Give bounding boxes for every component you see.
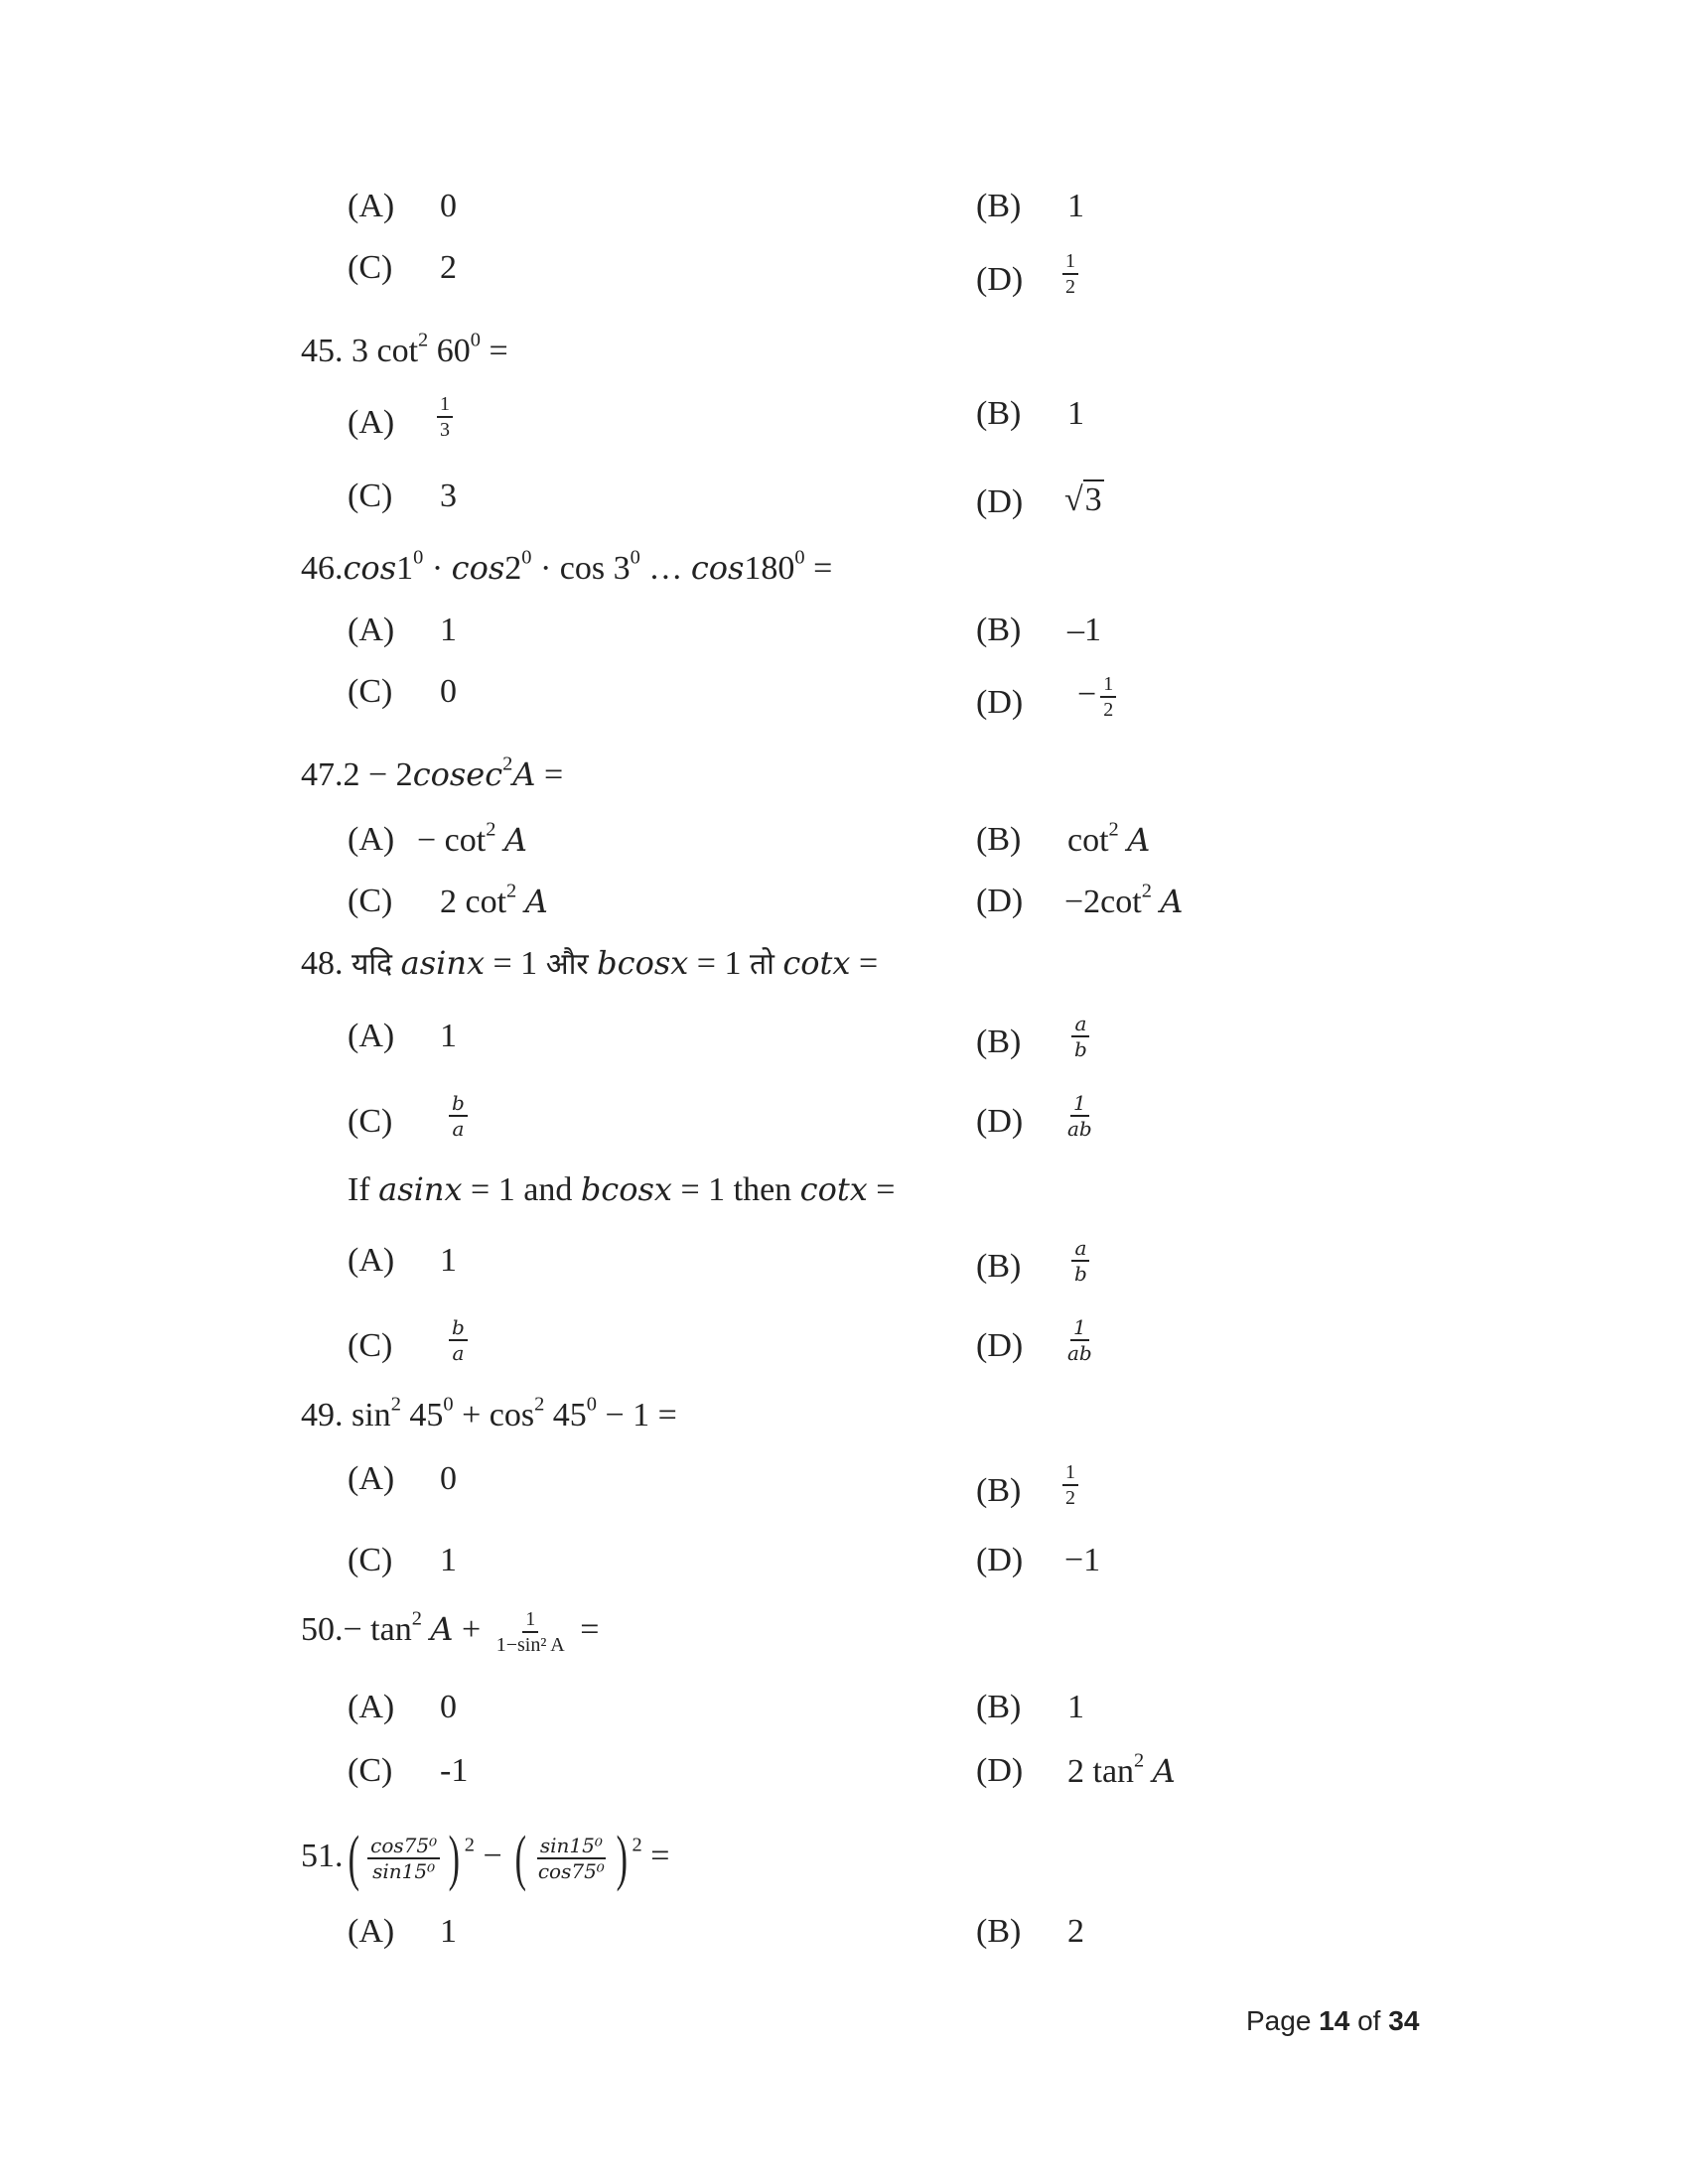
fraction-denominator: b [1074, 1262, 1087, 1286]
exponent: 2 [502, 752, 513, 775]
fraction-numerator: b [449, 1092, 468, 1117]
exponent: 2 [1141, 880, 1152, 902]
fraction-numerator: b [449, 1316, 468, 1341]
fraction-denominator: 2 [1103, 699, 1114, 721]
fraction-denominator: a [452, 1117, 465, 1141]
expr-part: cosec [412, 755, 503, 793]
expr-part: 2 cot [440, 884, 507, 920]
option-label-a: (A) [348, 404, 395, 441]
option-label-d: (D) [976, 1327, 1024, 1364]
question-47 [301, 754, 563, 795]
option-value-d [1064, 882, 1184, 922]
option-value-a: 1 [440, 1242, 457, 1279]
exponent: 2 [418, 329, 429, 351]
option-value-a [417, 820, 527, 861]
expr-part: 3 cot [352, 333, 419, 369]
exponent: 2 [534, 1393, 545, 1416]
fraction-numerator: a [1071, 1013, 1089, 1037]
plus-sign: + [453, 1610, 482, 1648]
equals-sign: = [480, 333, 508, 369]
hindi-text: तो [749, 947, 774, 982]
equals-sign: = [850, 945, 879, 982]
expr-part: bcosx [597, 944, 689, 982]
option-label-a: (A) [348, 1689, 395, 1725]
option-value-c: 3 [440, 478, 457, 514]
degree-sign: 0 [443, 1393, 454, 1416]
degree-sign: 0 [794, 546, 805, 569]
degree-sign: 0 [630, 546, 640, 569]
variable: A [512, 755, 536, 793]
radicand: 3 [1084, 481, 1102, 518]
expr-part: 2 tan [1067, 1753, 1135, 1790]
option-label-d: (D) [976, 1752, 1024, 1789]
option-label-c: (C) [348, 249, 393, 286]
exponent: 2 [1108, 818, 1119, 841]
fraction-numerator: a [1071, 1237, 1089, 1262]
fraction-numerator: 1 [1062, 250, 1078, 275]
fraction-numerator: cos75⁰ [367, 1835, 440, 1859]
option-label-a: (A) [348, 188, 395, 224]
option-label-c: (C) [348, 1542, 393, 1578]
fraction-denominator: ab [1067, 1341, 1092, 1365]
expr-part: cos [690, 549, 745, 587]
expr-part: asinx [378, 1170, 463, 1208]
option-label-d: (D) [976, 261, 1024, 298]
option-label-b: (B) [976, 1024, 1022, 1060]
expr-part: cos [451, 549, 505, 587]
option-value-a [433, 393, 457, 441]
expr-part: = 1 then [671, 1171, 800, 1208]
expr-part: sin [352, 1397, 391, 1433]
option-value-a: 1 [440, 1018, 457, 1054]
option-label-c: (C) [348, 883, 393, 919]
expr-part: cotx [782, 944, 851, 982]
option-value-b: 2 [1067, 1913, 1084, 1950]
option-label-c: (C) [348, 1752, 393, 1789]
fraction-denominator: ab [1067, 1117, 1092, 1141]
fraction-numerator: 1 [1062, 1461, 1078, 1486]
fraction-denominator: 2 [1065, 276, 1075, 298]
option-value-a: 0 [440, 1460, 457, 1497]
option-value-b: 1 [1067, 395, 1084, 432]
fraction-numerator: 1 [437, 393, 453, 418]
exponent: 2 [506, 880, 517, 902]
option-label-a: (A) [348, 1913, 395, 1950]
option-label-a: (A) [348, 1018, 395, 1054]
option-label-b: (B) [976, 188, 1022, 224]
fraction-numerator: 1 [1070, 1092, 1089, 1117]
question-number: 48. [301, 945, 344, 982]
option-value-d [1067, 1751, 1176, 1792]
expr-part: asinx [400, 944, 485, 982]
minus-sign: − [1077, 675, 1097, 713]
fraction-denominator: 2 [1065, 1487, 1075, 1509]
option-value-d [1064, 480, 1104, 520]
expr-part: 45 [544, 1397, 587, 1433]
fraction-denominator: b [1074, 1037, 1087, 1061]
right-paren: ) [616, 1825, 628, 1892]
expr-part: cos [343, 549, 397, 587]
equals-sign: = [535, 756, 564, 793]
option-value-b [1067, 1237, 1094, 1285]
equals-sign: = [641, 1837, 670, 1874]
option-label-b: (B) [976, 612, 1022, 648]
question-number: 51. [301, 1837, 344, 1874]
exponent: 2 [632, 1834, 642, 1856]
expr-part: 180 [744, 550, 795, 587]
option-value-b [1058, 1461, 1082, 1509]
expr-part: 1 [396, 550, 414, 587]
option-label-d: (D) [976, 1542, 1024, 1578]
equals-sign: = [867, 1171, 896, 1208]
hindi-text: यदि [352, 947, 393, 982]
expr-part: cot [1067, 822, 1109, 859]
expr-part: − tan [343, 1610, 412, 1648]
option-label-b: (B) [976, 395, 1022, 432]
question-number: 50. [301, 1610, 344, 1648]
option-label-c: (C) [348, 1103, 393, 1140]
option-value-b [1067, 1013, 1094, 1060]
option-label-b: (B) [976, 821, 1022, 858]
equals-sign: = [580, 1610, 600, 1648]
expr-part: = 1 and [462, 1171, 581, 1208]
expr-part: · cos 3 [531, 550, 631, 587]
question-46 [301, 548, 832, 589]
option-value-c: 0 [440, 673, 457, 710]
fraction-numerator: 1 [522, 1608, 538, 1633]
option-value-c [445, 1316, 472, 1364]
fraction-denominator: a [452, 1341, 465, 1365]
left-paren: ( [348, 1825, 359, 1892]
expr-part: = 1 [688, 945, 750, 982]
question-number: 46. [301, 550, 344, 587]
fraction-denominator: 1−sin² A [495, 1634, 565, 1656]
fraction-numerator: sin15⁰ [537, 1835, 606, 1859]
option-value-c: 2 [440, 249, 457, 286]
right-paren: ) [448, 1825, 461, 1892]
question-number: 47. [301, 756, 344, 793]
variable: A [524, 883, 548, 920]
option-value-b [1067, 820, 1150, 861]
expr-part: 2 [504, 550, 522, 587]
option-label-a: (A) [348, 1460, 395, 1497]
page-prefix: Page [1246, 2005, 1320, 2036]
exponent: 2 [1134, 1749, 1145, 1772]
option-value-c [445, 1092, 472, 1140]
total-pages: 34 [1388, 2005, 1420, 2036]
option-label-d: (D) [976, 1103, 1024, 1140]
fraction-denominator: sin15⁰ [372, 1859, 436, 1883]
option-value-c: -1 [440, 1752, 469, 1789]
expr-part: − 1 = [597, 1397, 677, 1433]
option-label-a: (A) [348, 612, 395, 648]
fraction-denominator: 3 [440, 419, 450, 441]
option-value-a: 1 [440, 612, 457, 648]
option-value-a: 1 [440, 1913, 457, 1950]
expr-part: · [423, 550, 452, 587]
equals-sign: = [804, 550, 833, 587]
option-label-c: (C) [348, 478, 393, 514]
question-number: 45. [301, 333, 344, 369]
variable: A [1127, 821, 1151, 859]
option-value-d [1058, 250, 1082, 298]
question-50 [301, 1608, 599, 1656]
option-label-c: (C) [348, 1327, 393, 1364]
option-label-b: (B) [976, 1248, 1022, 1285]
expr-part: −2cot [1064, 884, 1142, 920]
question-45 [301, 329, 508, 371]
expr-part: 45 [400, 1397, 444, 1433]
option-label-c: (C) [348, 673, 393, 710]
exponent: 2 [390, 1393, 401, 1416]
option-value-d [1060, 1316, 1099, 1364]
minus-sign: − [475, 1837, 511, 1874]
option-label-a: (A) [348, 1242, 395, 1279]
fraction-numerator: 1 [1070, 1316, 1089, 1341]
option-value-a: 0 [440, 1689, 457, 1725]
option-value-a: 0 [440, 188, 457, 224]
exponent: 2 [464, 1834, 475, 1856]
expr-part: 2 − 2 [343, 756, 413, 793]
sqrt-icon: √ [1064, 481, 1083, 518]
degree-sign: 0 [470, 329, 481, 351]
option-value-d: −1 [1064, 1542, 1101, 1578]
option-value-d [1060, 1092, 1099, 1140]
option-value-d [1077, 673, 1120, 721]
option-label-b: (B) [976, 1689, 1022, 1725]
option-label-b: (B) [976, 1913, 1022, 1950]
option-value-b: 1 [1067, 188, 1084, 224]
variable: A [1152, 1752, 1176, 1790]
degree-sign: 0 [521, 546, 532, 569]
variable: A [1160, 883, 1184, 920]
expr-part: If [348, 1171, 379, 1208]
option-value-c [440, 882, 548, 922]
degree-sign: 0 [586, 1393, 597, 1416]
variable: A [503, 821, 528, 859]
option-label-b: (B) [976, 1472, 1022, 1509]
expr-part: cotx [799, 1170, 868, 1208]
question-number: 49. [301, 1397, 344, 1433]
option-value-c: 1 [440, 1542, 457, 1578]
page-number [1246, 2005, 1419, 2037]
option-label-d: (D) [976, 883, 1024, 919]
exponent: 2 [411, 1607, 422, 1630]
question-51 [301, 1825, 670, 1892]
option-value-b: –1 [1067, 612, 1101, 648]
question-49 [301, 1393, 677, 1435]
option-label-a: (A) [348, 821, 395, 858]
expr-part: − cot [417, 822, 487, 859]
option-label-d: (D) [976, 684, 1024, 721]
left-paren: ( [514, 1825, 527, 1892]
question-48-english [348, 1169, 895, 1210]
option-value-b: 1 [1067, 1689, 1084, 1725]
question-48 [301, 943, 878, 985]
expr-part: = 1 [485, 945, 546, 982]
fraction-denominator: cos75⁰ [537, 1859, 605, 1883]
current-page: 14 [1319, 2005, 1350, 2036]
hindi-text: और [545, 947, 589, 982]
fraction-numerator: 1 [1100, 673, 1116, 698]
expr-part: 60 [428, 333, 471, 369]
expr-part: bcosx [580, 1170, 672, 1208]
degree-sign: 0 [413, 546, 424, 569]
ellipsis: … [639, 550, 691, 587]
page-of: of [1349, 2005, 1389, 2036]
expr-part: + cos [453, 1397, 535, 1433]
variable: A [430, 1609, 454, 1648]
option-label-d: (D) [976, 483, 1024, 520]
exponent: 2 [486, 818, 496, 841]
